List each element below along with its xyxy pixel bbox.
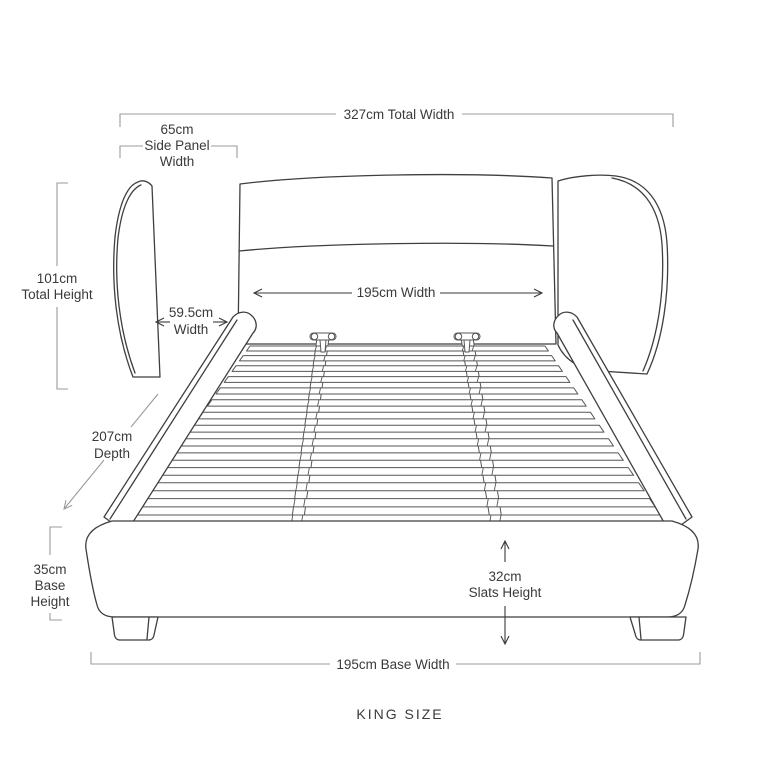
dim-base-height-line-bottom (50, 613, 62, 620)
bed-base (86, 521, 699, 617)
slat (169, 453, 623, 460)
hinge-stem (464, 340, 470, 352)
dim-total-height-line-top (57, 183, 68, 266)
dim-side-panel-width (120, 122, 237, 169)
slat (207, 400, 586, 406)
dim-slats-height-label-line: 32cm (488, 569, 522, 584)
dim-side-panel-label-line: Width (159, 154, 195, 169)
dim-side-width (156, 305, 227, 337)
dim-side-width-label-line: Width (173, 322, 209, 337)
dim-total-height-label-line: 101cm (36, 271, 78, 286)
bed-feet (112, 617, 686, 640)
dim-base-width-line-right (456, 652, 700, 664)
left-wing-outline (114, 181, 160, 377)
hinge-ring (472, 333, 478, 339)
dim-side-panel-label-line: 65cm (160, 122, 194, 137)
dim-depth-line-top (131, 394, 158, 427)
dim-base-width-label: 195cm Base Width (336, 657, 450, 672)
slat (198, 412, 595, 419)
slat (189, 425, 604, 432)
right-foot (630, 617, 686, 640)
slat (239, 356, 555, 361)
slat (148, 483, 645, 491)
size-caption: KING SIZE (356, 706, 444, 722)
dim-bed-width-label: 195cm Width (356, 285, 436, 300)
dim-base-height-line-top (50, 527, 62, 555)
dim-base-height-label-line: Base (34, 578, 66, 593)
dim-depth-label-line: Depth (93, 446, 131, 461)
left-wing-panel (114, 181, 160, 377)
dim-base-height (30, 527, 69, 620)
slat (136, 499, 655, 507)
slat (216, 388, 578, 394)
hinge-ring (455, 333, 461, 339)
headboard-panel (238, 175, 556, 344)
bed-illustration (86, 175, 699, 640)
slat (224, 377, 570, 383)
slat (159, 468, 634, 476)
hinge-stem (320, 340, 326, 352)
dim-base-width-line-left (91, 652, 330, 664)
dim-base-width (91, 652, 700, 672)
slat (247, 346, 549, 351)
dim-side-panel-bracket-left (120, 146, 143, 158)
dim-total-width-label: 327cm Total Width (343, 107, 455, 122)
dim-total-width-line-right (462, 114, 673, 127)
headboard-outline (238, 175, 556, 344)
left-foot (112, 617, 158, 640)
slat (232, 366, 562, 372)
dim-total-height-line-bottom (57, 307, 68, 389)
dim-slats-height-label-line: Slats Height (468, 585, 542, 600)
dim-total-height-label-line: Total Height (21, 287, 93, 302)
hinge-ring (328, 333, 334, 339)
dim-total-height (21, 183, 93, 389)
hinge-ring (311, 333, 317, 339)
dim-total-width (120, 107, 673, 127)
dim-side-panel-label-line: Side Panel (144, 138, 210, 153)
dim-depth-label-line: 207cm (91, 429, 133, 444)
dim-base-height-label-line: 35cm (33, 562, 67, 577)
dim-side-panel-bracket-right (211, 146, 237, 158)
dim-side-width-label-line: 59.5cm (168, 305, 214, 320)
dim-base-height-label-line: Height (30, 594, 70, 609)
dim-depth-line-bottom (64, 460, 104, 509)
dim-total-width-line-left (120, 114, 336, 127)
slat (179, 439, 613, 446)
